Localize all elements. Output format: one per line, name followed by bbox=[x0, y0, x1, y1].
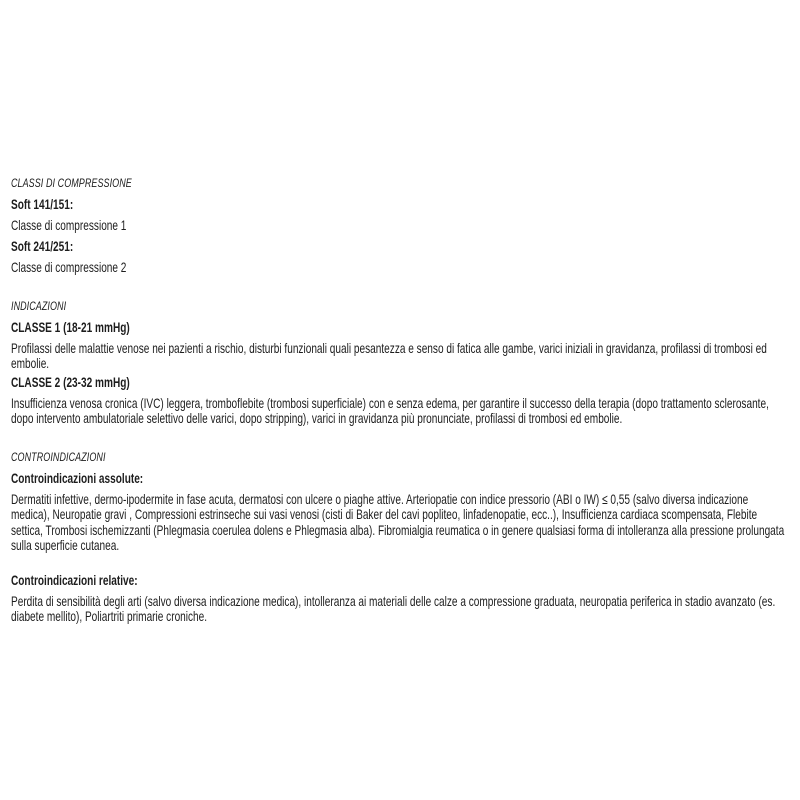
class-description: Insufficienza venosa cronica (IVC) leggera, tromboflebite (trombosi superficiale) con e senza edema, per garantire il successo della terapia (dopo trattamento sclerosante, dopo intervento ambulatoriale selettivo delle varici, dopo stripping), varici in gravidanza più pronunciate, profilassi di trombosi ed embolie. bbox=[11, 394, 769, 426]
section-heading-contraindications: CONTROINDICAZIONI bbox=[11, 451, 106, 464]
compression-class-value: Classe di compressione 1 bbox=[11, 217, 127, 233]
class-title: CLASSE 1 (18-21 mmHg) bbox=[11, 318, 130, 335]
section-heading-indications: INDICAZIONI bbox=[11, 300, 67, 313]
section-heading-compression-classes: CLASSI DI COMPRESSIONE bbox=[11, 178, 132, 190]
product-line-label: Soft 241/251: bbox=[11, 238, 74, 254]
class-description: Profilassi delle malattie venose nei pazienti a rischio, disturbi funzionali quali pesantezza e senso di fatica alle gambe, varici iniziali in gravidanza, profilassi di trombosi ed embolie. bbox=[11, 339, 767, 371]
section-contraindications bbox=[11, 451, 788, 625]
contraindication-description: Perdita di sensibilità degli arti (salvo diversa indicazione medica), intolleranza ai materiali delle calze a compressione graduata, neuropatia periferica in stadio avanzato (es. diabete mellito), Poliartriti primarie croniche. bbox=[11, 592, 776, 624]
compression-class-value: Classe di compressione 2 bbox=[11, 259, 127, 275]
section-compression-classes bbox=[11, 177, 788, 276]
section-indications bbox=[11, 300, 788, 427]
contraindication-description: Dermatiti infettive, dermo-ipodermite in fase acuta, dermatosi con ulcere o piaghe attive. Arteriopatie con indice pressorio (ABI o IW) ≤ 0,55 (salvo diversa indicazione medica), Neuropatie gravi , Compressioni estrinseche sui vasi venosi (cisti di Baker del cavi popliteo, linfadenopatie, ecc..), Insufficienza cardiaca scompensata, Flebite settica, Trombosi ischemizzanti (Phlegmasia coerulea dolens e Phlegmasia alba). Fibromialgia reumatica o in genere qualsiasi forma di intolleranza alla pressione prolungata sulla superficie cutanea. bbox=[11, 490, 785, 553]
contraindication-title: Controindicazioni relative: bbox=[11, 571, 138, 588]
product-line-label: Soft 141/151: bbox=[11, 196, 74, 212]
contraindication-title: Controindicazioni assolute: bbox=[11, 469, 144, 486]
class-title: CLASSE 2 (23-32 mmHg) bbox=[11, 373, 130, 390]
